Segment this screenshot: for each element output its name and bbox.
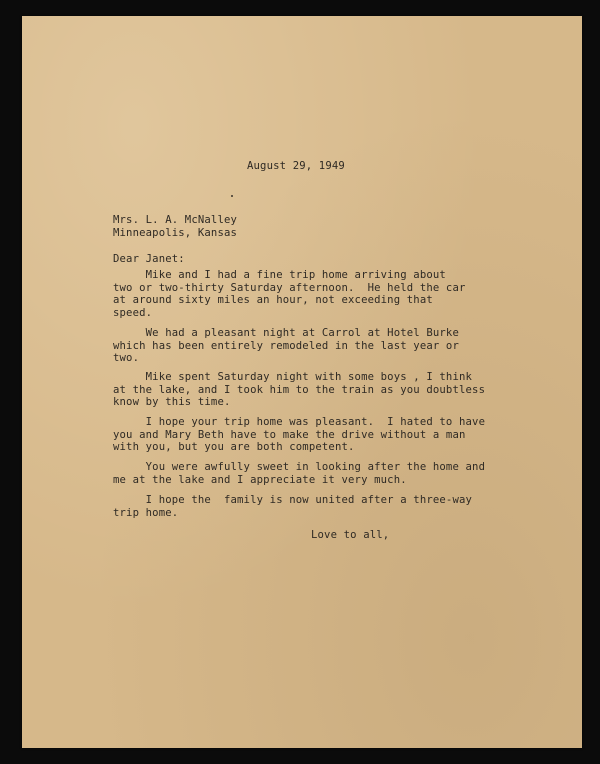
paragraph-4 <box>113 416 485 454</box>
paragraph-line: you and Mary Beth have to make the drive without a man <box>113 428 466 441</box>
ink-dot <box>231 195 233 197</box>
paragraph-3 <box>113 371 485 409</box>
address-line-2: Minneapolis, Kansas <box>113 226 238 239</box>
paragraph-line: with you, but you are both competent. <box>113 441 355 454</box>
address-line-1: Mrs. L. A. McNalley <box>113 214 238 226</box>
closing: Love to all, <box>311 529 390 541</box>
paragraph-line: I hope the family is now united after a three-way <box>113 494 473 506</box>
paragraph-line: two or two-thirty Saturday afternoon. He held the car <box>113 281 466 294</box>
paragraph-line: at the lake, and I took him to the train as you doubtless <box>113 383 486 396</box>
paragraph-line: me at the lake and I appreciate it very much. <box>113 473 407 486</box>
paragraph-line: speed. <box>113 306 153 319</box>
paragraph-line: You were awfully sweet in looking after the home and <box>113 461 486 473</box>
paragraph-1 <box>113 269 466 319</box>
paragraph-line: I hope your trip home was pleasant. I hated to have <box>113 416 486 428</box>
paragraph-line: know by this time. <box>113 396 231 409</box>
paragraph-line: We had a pleasant night at Carrol at Hotel Burke <box>113 327 459 339</box>
letter-date: August 29, 1949 <box>247 160 345 172</box>
paragraph-line: two. <box>113 352 140 365</box>
salutation: Dear Janet: <box>113 253 185 265</box>
paragraph-6 <box>113 494 472 519</box>
recipient-address <box>113 214 237 239</box>
letter-page <box>22 16 582 748</box>
paragraph-line: which has been entirely remodeled in the last year or <box>113 339 459 352</box>
paragraph-line: at around sixty miles an hour, not exceeding that <box>113 294 433 307</box>
paragraph-line: trip home. <box>113 506 179 519</box>
paragraph-2 <box>113 327 459 365</box>
paragraph-line: Mike and I had a fine trip home arriving about <box>113 269 446 281</box>
paragraph-5 <box>113 461 485 486</box>
paragraph-line: Mike spent Saturday night with some boys , I think <box>113 371 473 383</box>
